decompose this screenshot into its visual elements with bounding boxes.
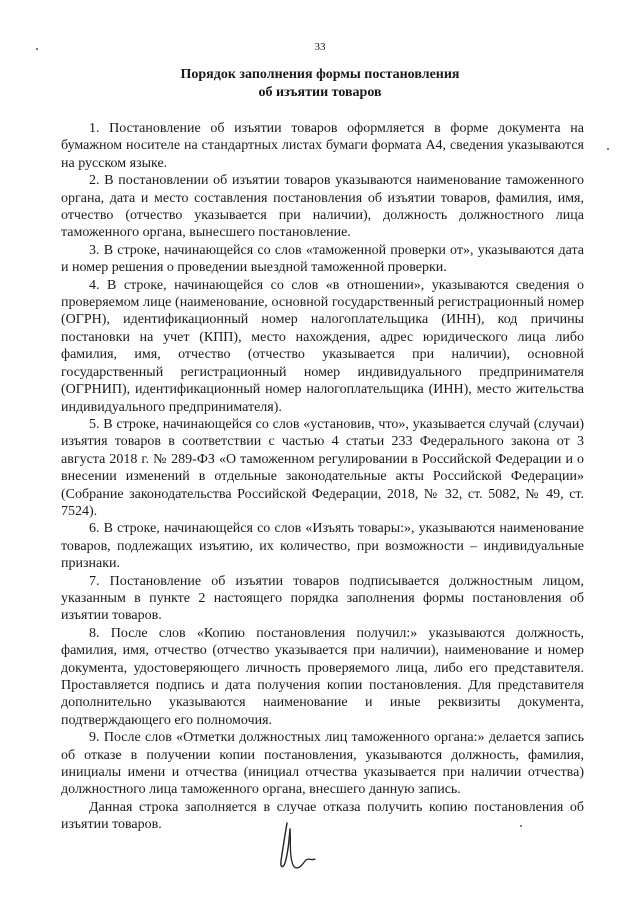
document-title [60,66,580,102]
document-body [61,120,584,834]
scan-speck [520,825,522,827]
paragraph-5: 5. В строке, начинающейся со слов «установив, что», указывается случай (случаи) изъятия товаров в соответствии с частью 4 статьи 233 Федерального закона от 3 августа 2018 г. № 289-ФЗ «О таможенном регулировании в Российской Федерации и о внесении изменений в отдельные законодательные акты Российской Федерации» (Собрание законодательства Российской Федерации, 2018, № 32, ст. 5082, № 49, ст. 7524). [61,416,584,519]
scan-speck [607,148,609,150]
scan-speck [36,48,38,50]
paragraph-9: 9. После слов «Отметки должностных лиц таможенного органа:» делается запись об отказе в получении копии постановления, указываются должность, фамилия, инициалы имени и отчества (инициал отчества указывается при наличии отчества) должностного лица таможенного органа, внесшего данную запись. [61,730,584,798]
title-line-2: об изъятии товаров [258,85,382,100]
paragraph-7: 7. Постановление об изъятии товаров подписывается должностным лицом, указанным в пункте 2 настоящего порядка заполнения формы постановления об изъятии товаров. [61,573,584,624]
handwritten-signature [265,815,335,875]
paragraph-closing: Данная строка заполняется в случае отказа получить копию постановления об изъятии товаров. [61,799,584,833]
title-line-1: Порядок заполнения формы постановления [180,67,460,82]
paragraph-8: 8. После слов «Копию постановления получил:» указываются должность, фамилия, имя, отчество (отчество указывается при наличии), наименование и номер документа, удостоверяющего личность проверяемого лица, либо его представителя. Проставляется подпись и дата получения копии постановления. Для представителя дополнительно указываются наименование и иные реквизиты документа, подтверждающего его полномочия. [61,625,584,728]
page-number: 33 [314,41,326,53]
paragraph-3: 3. В строке, начинающейся со слов «таможенной проверки от», указываются дата и номер решения о проведении выездной таможенной проверки. [61,242,584,276]
paragraph-6: 6. В строке, начинающейся со слов «Изъять товары:», указываются наименование товаров, подлежащих изъятию, их количество, при возможности – индивидуальные признаки. [61,521,584,572]
paragraph-1: 1. Постановление об изъятии товаров оформляется в форме документа на бумажном носителе на стандартных листах бумаги формата А4, сведения указываются на русском языке. [61,121,584,171]
paragraph-4: 4. В строке, начинающейся со слов «в отношении», указываются сведения о проверяемом лице (наименование, основной государственный регистрационный номер (ОГРН), идентификационный номер налогоплательщика (ИНН), код причины постановки на учет (КПП), место нахождения, адрес юридического лица либо фамилия, имя, отчество (отчество указывается при наличии), основной государственный регистрационный номер индивидуального предпринимателя (ОГРНИП), идентификационный номер налогоплательщика (ИНН), место жительства индивидуального предпринимателя). [61,277,584,415]
paragraph-2: 2. В постановлении об изъятии товаров указываются наименование таможенного органа, дата и место составления постановления об изъятии товаров, фамилия, имя, отчество (отчество указывается при наличии), должность должностного лица таможенного органа, вынесшего постановление. [61,173,584,241]
